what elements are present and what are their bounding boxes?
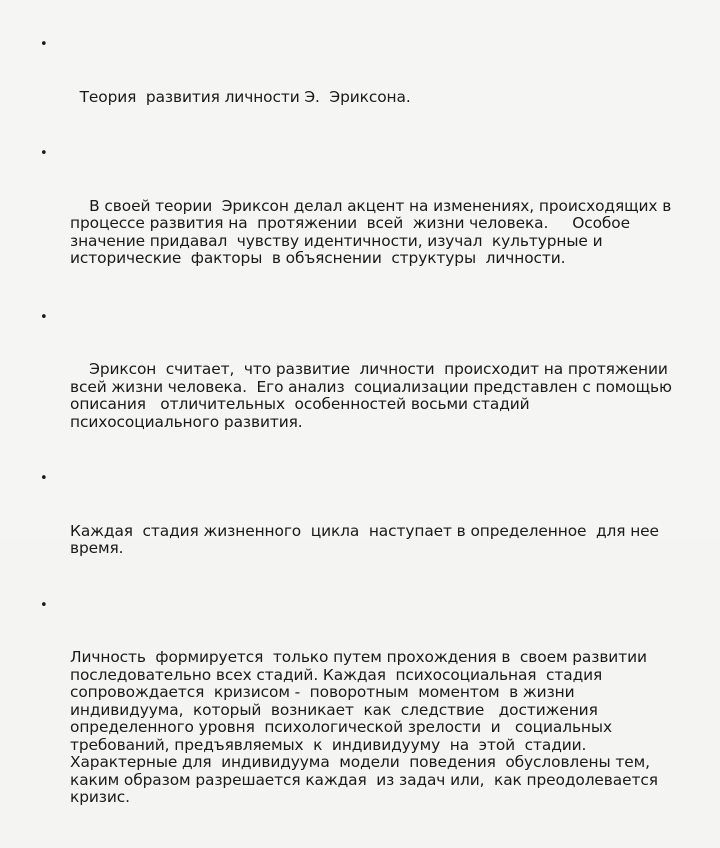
bullet-dot-icon: • <box>40 146 48 161</box>
bullet-item-title <box>40 36 680 141</box>
bullet-item-crisis <box>40 597 680 842</box>
bullet-dot-icon: • <box>40 597 48 613</box>
bullet-text: Каждая стадия жизненного цикла наступает в определенное для нее время. <box>70 521 664 557</box>
bullet-dot-icon: • <box>40 37 48 52</box>
bullet-text: Эриксон считает, что развитие личности происходит на протяжении всей жизни человека. Его анализ социализации представлен с помощью описания отличительных особенностей восьми стадий психосоциального развития. <box>70 360 678 431</box>
bullet-item-development <box>40 309 680 467</box>
bullet-dot-icon: • <box>40 309 48 325</box>
bullet-text: Теория развития личности Э. Эриксона. <box>70 87 411 106</box>
bullet-text: В своей теории Эриксон делал акцент на изменениях, происходящих в процессе развития на протяжении всей жизни человека. Особое значение придавал чувству идентичности, изучал культурные и исторические факторы в объяснении структуры личности. <box>70 196 676 267</box>
bullet-text: Личность формируется только путем прохождения в своем развитии последовательно всех стадий. Каждая психосоциальная стадия сопровождается кризисом - поворотным моментом в жизни индивидуума, который возникает как следствие достижения определенного уровня психологической зрелости и социальных требований, предъявляемых к индивидууму на этой стадии. Характерные для индивидуума модели поведения обусловлены тем, каким образом разрешается каждая из задач или, как преодолевается кризис. <box>70 648 668 806</box>
bullet-dot-icon: • <box>40 471 48 486</box>
bullet-item-theory <box>40 145 680 303</box>
bullet-list <box>40 36 680 848</box>
bullet-item-stage-cycle <box>40 470 680 593</box>
